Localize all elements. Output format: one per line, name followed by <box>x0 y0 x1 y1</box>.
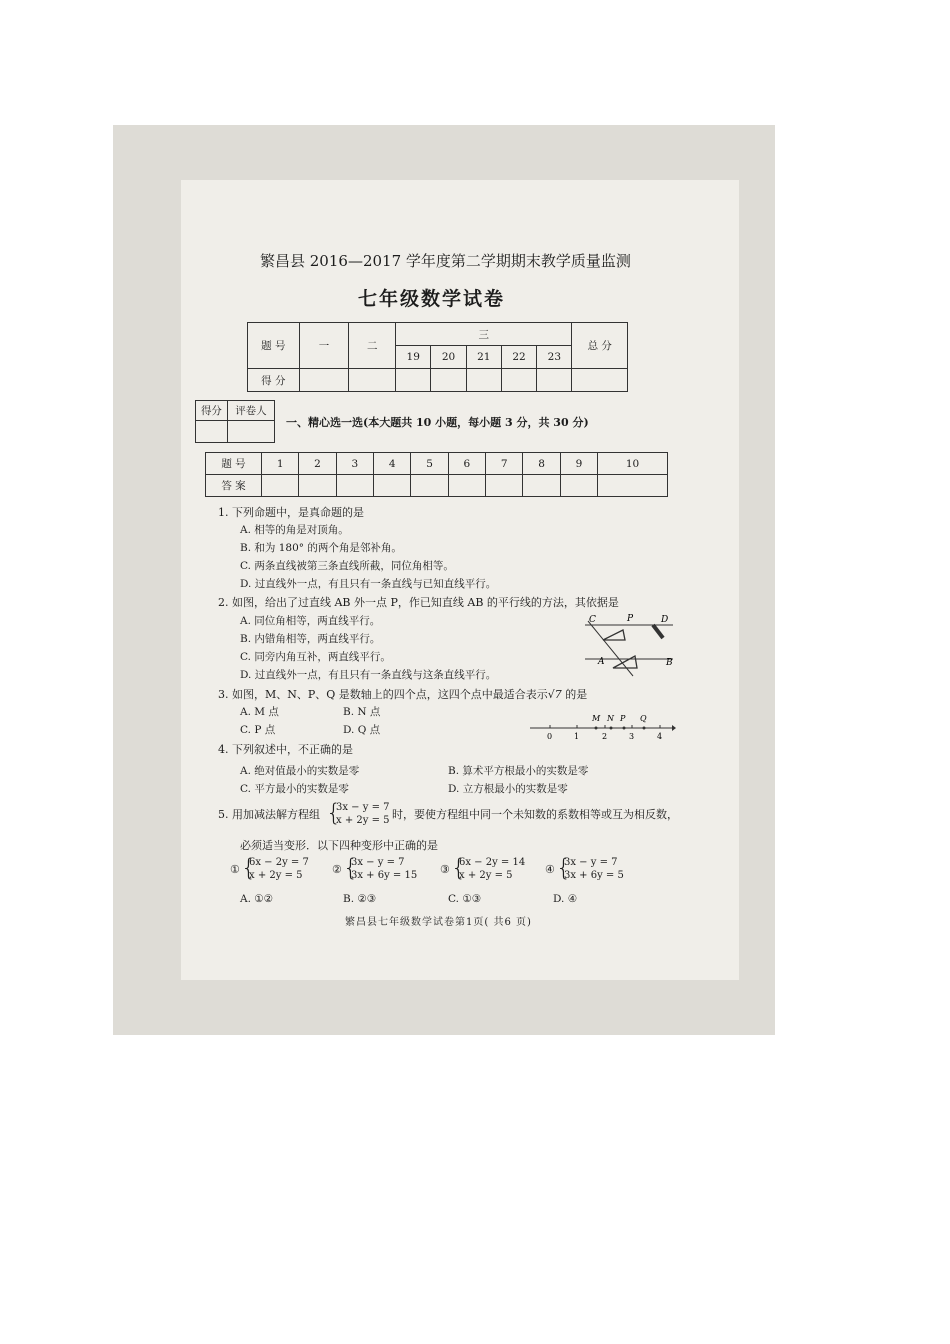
answer-table-number: 7 <box>486 453 523 475</box>
q3-option-d: D. Q 点 <box>343 724 381 736</box>
score-cell <box>501 369 536 392</box>
q3-axis-tick: 2 <box>602 732 608 741</box>
q5-option-c: C. ①③ <box>448 893 482 905</box>
score-table-col-3: 三 <box>396 323 572 346</box>
answer-cell <box>523 475 560 497</box>
score-table-score-label: 得 分 <box>248 369 300 392</box>
score-cell <box>396 369 431 392</box>
grader-box <box>195 400 275 443</box>
q2-fig-label-d: D <box>661 615 669 625</box>
score-cell <box>431 369 466 392</box>
answer-table-number: 5 <box>411 453 448 475</box>
q1-option-c: C. 两条直线被第三条直线所截，同位角相等。 <box>240 560 454 572</box>
score-table-header-label: 题 号 <box>248 323 300 369</box>
q4-option-b: B. 算术平方根最小的实数是零 <box>448 765 589 777</box>
q3-stem <box>218 686 587 702</box>
q5-opt3-system <box>459 856 525 882</box>
score-cell <box>537 369 572 392</box>
score-table <box>247 322 628 392</box>
grader-box-cell <box>196 421 228 443</box>
answer-cell <box>560 475 597 497</box>
q5-option-b: B. ②③ <box>343 893 377 905</box>
q5-opt3-mark: ③ <box>440 863 450 876</box>
answer-table-number: 6 <box>448 453 485 475</box>
q3-option-a: A. M 点 <box>240 706 279 718</box>
score-table-subcol: 22 <box>501 346 536 369</box>
answer-cell <box>598 475 668 497</box>
q3-option-c: C. P 点 <box>240 724 276 736</box>
answer-table-number: 4 <box>374 453 411 475</box>
answer-cell <box>448 475 485 497</box>
q3-point-m: M <box>592 714 601 723</box>
q5-eq2: x + 2y = 5 <box>336 815 390 826</box>
answer-table-number: 2 <box>299 453 336 475</box>
q3-stem-tail: 的是 <box>561 688 588 701</box>
q3-number-line <box>528 710 676 742</box>
exam-title: 繁昌县 2016—2017 学年度第二学期期末教学质量监测 <box>260 252 631 270</box>
q5-stem-line2: 必须适当变形．以下四种变形中正确的是 <box>240 839 438 852</box>
q4-option-a: A. 绝对值最小的实数是零 <box>240 765 360 777</box>
score-cell <box>299 369 349 392</box>
q5-stem-start: 5. 用加减法解方程组 <box>218 808 320 821</box>
q5-opt2-mark: ② <box>332 863 342 876</box>
q2-fig-label-c: C <box>589 615 596 625</box>
score-cell <box>349 369 396 392</box>
q5-opt2-eq2: 3x + 6y = 15 <box>351 870 418 881</box>
q5-opt1-brace: { <box>241 854 257 882</box>
q3-axis-tick: 3 <box>629 732 635 741</box>
q2-option-a: A. 同位角相等，两直线平行。 <box>240 615 381 627</box>
q1-option-b: B. 和为 180° 的两个角是邻补角。 <box>240 542 402 554</box>
q5-brace: { <box>326 799 342 827</box>
q5-opt3-eq2: x + 2y = 5 <box>459 870 513 881</box>
q4-option-d: D. 立方根最小的实数是零 <box>448 783 568 795</box>
answer-table-number: 1 <box>262 453 299 475</box>
q2-option-d: D. 过直线外一点，有且只有一条直线与这条直线平行。 <box>240 669 497 681</box>
q3-point-p: P <box>620 714 626 723</box>
q5-opt4-eq1: 3x − y = 7 <box>564 857 618 868</box>
score-table-subcol: 19 <box>396 346 431 369</box>
page-footer: 繁昌县七年级数学试卷第1页( 共6 页) <box>345 917 532 928</box>
q3-axis-tick: 0 <box>547 732 553 741</box>
q5-system <box>336 801 390 827</box>
score-table-col-2: 二 <box>349 323 396 369</box>
q5-opt1-mark: ① <box>230 863 240 876</box>
grader-box-grader-label: 评卷人 <box>227 401 274 421</box>
q5-eq1: 3x − y = 7 <box>336 802 390 813</box>
answer-cell <box>336 475 373 497</box>
answer-cell <box>299 475 336 497</box>
q4-option-c: C. 平方最小的实数是零 <box>240 783 349 795</box>
answer-cell <box>262 475 299 497</box>
q3-option-b: B. N 点 <box>343 706 381 718</box>
section-1-title: 一、精心选一选(本大题共 10 小题，每小题 3 分，共 30 分) <box>286 416 589 429</box>
answer-table-row1-label: 题 号 <box>206 453 262 475</box>
q3-axis-tick: 4 <box>657 732 663 741</box>
q1-option-a: A. 相等的角是对顶角。 <box>240 524 349 536</box>
q5-stem-end: 时，要使方程组中同一个未知数的系数相等或互为相反数， <box>392 808 678 821</box>
answer-table-row2-label: 答 案 <box>206 475 262 497</box>
q2-fig-label-a: A <box>598 657 605 667</box>
q5-opt3-eq1: 6x − 2y = 14 <box>459 857 526 868</box>
answer-table-number: 10 <box>598 453 668 475</box>
q5-opt1-eq2: x + 2y = 5 <box>249 870 303 881</box>
q5-opt2-system <box>351 856 417 882</box>
score-table-col-1: 一 <box>299 323 349 369</box>
grader-box-score-label: 得分 <box>196 401 228 421</box>
q4-stem: 4. 下列叙述中，不正确的是 <box>218 743 353 756</box>
q2-stem: 2. 如图，给出了过直线 AB 外一点 P，作已知直线 AB 的平行线的方法，其依据是 <box>218 596 619 609</box>
q3-root: √7 <box>547 688 562 701</box>
q5-opt4-mark: ④ <box>545 863 555 876</box>
q5-opt1-eq1: 6x − 2y = 7 <box>249 857 309 868</box>
q5-opt1-system <box>249 856 309 882</box>
grader-box-cell <box>227 421 274 443</box>
answer-table-number: 3 <box>336 453 373 475</box>
answer-table <box>205 452 668 497</box>
answer-table-number: 9 <box>560 453 597 475</box>
q3-axis-tick: 1 <box>574 732 580 741</box>
answer-table-number: 8 <box>523 453 560 475</box>
q5-opt2-brace: { <box>343 854 359 882</box>
q3-point-n: N <box>607 714 614 723</box>
q2-figure <box>583 608 678 683</box>
q5-opt3-brace: { <box>451 854 467 882</box>
answer-cell <box>486 475 523 497</box>
q3-stem-text: 3. 如图，M、N、P、Q 是数轴上的四个点，这四个点中最适合表示 <box>218 688 548 701</box>
q2-fig-label-p: P <box>627 614 634 624</box>
score-cell <box>572 369 628 392</box>
q1-option-d: D. 过直线外一点，有且只有一条直线与已知直线平行。 <box>240 578 497 590</box>
score-table-subcol: 20 <box>431 346 466 369</box>
q5-opt4-brace: { <box>556 854 572 882</box>
score-table-subcol: 21 <box>466 346 501 369</box>
answer-cell <box>411 475 448 497</box>
q3-point-q: Q <box>640 714 647 723</box>
q5-option-d: D. ④ <box>553 893 578 905</box>
q5-opt4-eq2: 3x + 6y = 5 <box>564 870 624 881</box>
q1-stem: 1. 下列命题中，是真命题的是 <box>218 506 364 519</box>
q5-opt4-system <box>564 856 624 882</box>
q5-opt2-eq1: 3x − y = 7 <box>351 857 405 868</box>
answer-cell <box>374 475 411 497</box>
exam-subtitle: 七年级数学试卷 <box>358 288 506 310</box>
q2-option-b: B. 内错角相等，两直线平行。 <box>240 633 381 645</box>
q2-fig-label-b: B <box>666 658 673 668</box>
score-table-total-label: 总 分 <box>572 323 628 369</box>
score-table-subcol: 23 <box>537 346 572 369</box>
q2-option-c: C. 同旁内角互补，两直线平行。 <box>240 651 391 663</box>
score-cell <box>466 369 501 392</box>
q5-option-a: A. ①② <box>240 893 274 905</box>
